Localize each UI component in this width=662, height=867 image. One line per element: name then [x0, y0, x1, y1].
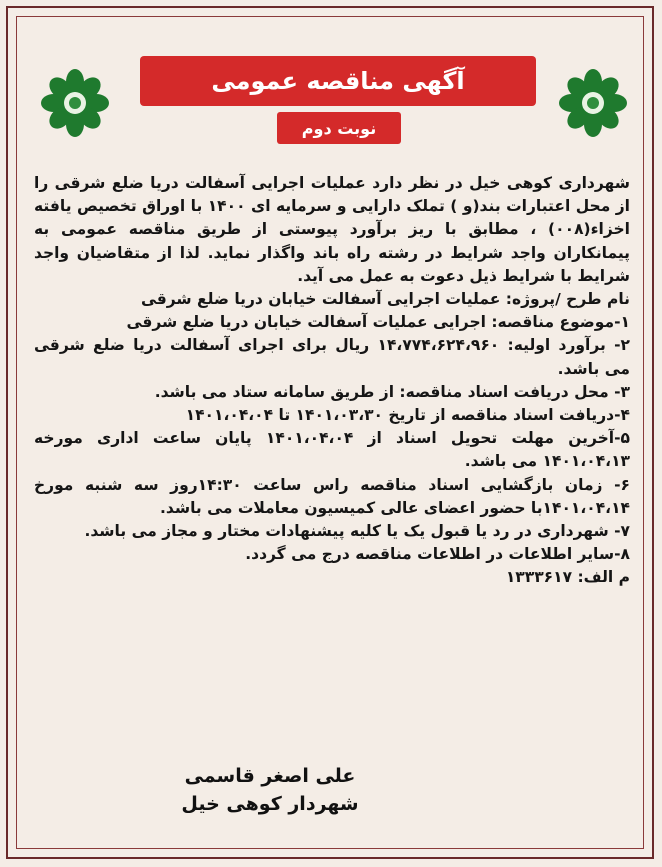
notice-title: آگهی مناقصه عمومی [140, 56, 536, 106]
project-name: نام طرح /پروژه: عملیات اجرایی آسفالت خیابان دریا ضلع شرقی [140, 290, 630, 309]
reference-number: م الف: ۱۳۳۳۶۱۷ [505, 568, 630, 587]
signer-role: شهردار کوهی خیل [181, 793, 359, 815]
signer-name: علی اصغر قاسمی [184, 765, 356, 787]
condition-item-3: ۳- محل دریافت اسناد مناقصه: از طریق سامانه ستاد می باشد. [154, 382, 630, 401]
intro-paragraph: شهرداری کوهی خیل در نظر دارد عملیات اجرایی آسفالت دریا ضلع شرقی را از محل اعتبارات بند(و ) تملک دارایی و سرمایه ای ۱۴۰۰ با اوراق تخصیص یافته اخزاء(۰۰۸) ، مطابق با ریز برآورد پیوستی از طریق مناقصه عمومی به پیمانکاران واجد شرایط در رشته راه باند واگذار نماید. لذا از متقاضیان واجد شرایط با شرایط ذیل دعوت به عمل می آید. [34, 174, 630, 285]
condition-item-1: ۱-موضوع مناقصه: اجرایی عملیات آسفالت خیابان دریا ضلع شرقی [126, 313, 630, 332]
condition-item-4: ۴-دریافت اسناد مناقصه از تاریخ ۱۴۰۱،۰۳،۳۰ تا ۱۴۰۱،۰۴،۰۴ [185, 406, 630, 425]
condition-item-5: ۵-آخرین مهلت تحویل اسناد از ۱۴۰۱،۰۴،۰۴ پایان ساعت اداری مورخه ۱۴۰۱،۰۴،۱۳ می باشد. [34, 429, 631, 471]
notice-round: نوبت دوم [277, 112, 401, 144]
municipality-emblem-right [558, 68, 628, 138]
municipality-emblem-left [40, 68, 110, 138]
notice-body [34, 172, 630, 590]
condition-item-6: ۶- زمان بازگشایی اسناد مناقصه راس ساعت ۱۴:۳۰روز سه شنبه مورخ ۱۴۰۱،۰۴،۱۴با حضور اعضای عالی کمیسیون معاملات می باشد. [34, 475, 630, 517]
signature-block [160, 762, 380, 818]
condition-item-7: ۷- شهرداری در رد یا قبول یک یا کلیه پیشنهادات مختار و مجاز می باشد. [84, 522, 630, 541]
condition-item-8: ۸-سایر اطلاعات در اطلاعات مناقصه درج می گردد. [245, 545, 630, 564]
condition-item-2: ۲- برآورد اولیه: ۱۴،۷۷۴،۶۲۴،۹۶۰ ریال برای اجرای آسفالت دریا ضلع شرقی می باشد. [34, 336, 630, 378]
